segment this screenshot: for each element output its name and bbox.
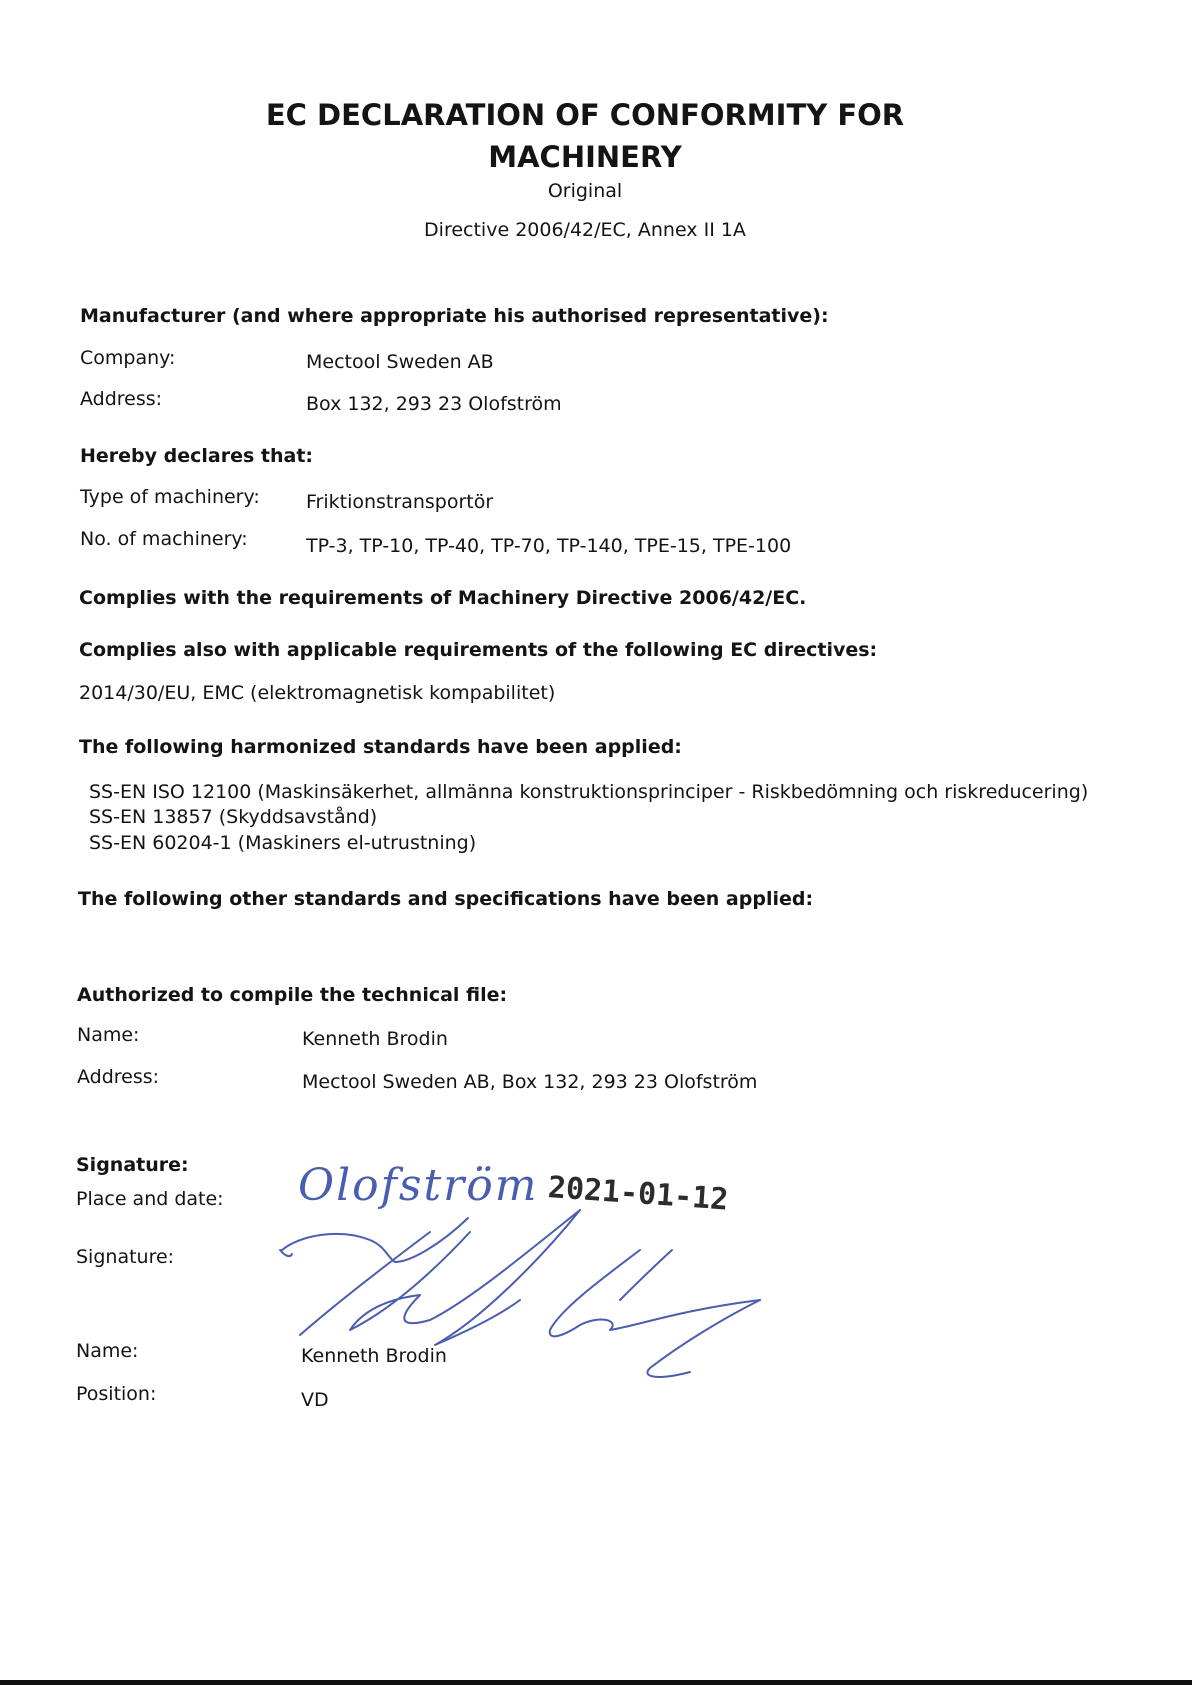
type-value: Friktionstransportör: [306, 491, 494, 513]
bottom-scan-edge: [0, 1680, 1192, 1685]
position-label: Position:: [76, 1383, 157, 1405]
date-stamp: 2021-01-12: [546, 1170, 730, 1218]
ec-directive-item: 2014/30/EU, EMC (elektromagnetisk kompabilitet): [79, 682, 556, 704]
sig-name-label: Name:: [76, 1340, 139, 1362]
position-value: VD: [301, 1389, 329, 1411]
tech-name-value: Kenneth Brodin: [302, 1028, 448, 1050]
tech-name-label: Name:: [77, 1024, 140, 1046]
no-value: TP-3, TP-10, TP-40, TP-70, TP-140, TPE-15, TPE-100: [306, 535, 792, 557]
complies-also-heading: Complies also with applicable requirements of the following EC directives:: [79, 639, 878, 661]
declares-heading: Hereby declares that:: [80, 445, 314, 467]
tech-address-value: Mectool Sweden AB, Box 132, 293 23 Olofström: [302, 1071, 758, 1093]
company-label: Company:: [80, 347, 176, 369]
address-value: Box 132, 293 23 Olofström: [306, 393, 562, 415]
original-label: Original: [547, 180, 623, 202]
other-standards-heading: The following other standards and specifications have been applied:: [78, 888, 814, 910]
title-line-1: EC DECLARATION OF CONFORMITY FOR: [265, 98, 905, 132]
technical-file-heading: Authorized to compile the technical file:: [77, 984, 508, 1006]
signature-heading: Signature:: [76, 1154, 189, 1176]
no-label: No. of machinery:: [80, 528, 248, 550]
complies-statement: Complies with the requirements of Machinery Directive 2006/42/EC.: [79, 587, 807, 609]
harmonized-item: SS-EN 13857 (Skyddsavstånd): [89, 806, 378, 828]
manufacturer-heading: Manufacturer (and where appropriate his authorised representative):: [80, 305, 829, 327]
signature-label: Signature:: [76, 1246, 175, 1268]
title-line-2: MACHINERY: [488, 140, 682, 174]
handwritten-place: Olofström: [298, 1160, 539, 1211]
tech-address-label: Address:: [77, 1066, 160, 1088]
sig-name-value: Kenneth Brodin: [301, 1345, 447, 1367]
place-date-label: Place and date:: [76, 1188, 224, 1210]
directive-label: Directive 2006/42/EC, Annex II 1A: [424, 219, 746, 241]
company-value: Mectool Sweden AB: [306, 351, 494, 373]
type-label: Type of machinery:: [80, 486, 260, 508]
harmonized-item: SS-EN 60204-1 (Maskiners el-utrustning): [89, 832, 477, 854]
address-label: Address:: [80, 388, 163, 410]
harmonized-heading: The following harmonized standards have been applied:: [79, 736, 682, 758]
harmonized-item: SS-EN ISO 12100 (Maskinsäkerhet, allmänna konstruktionsprinciper - Riskbedömning och riskreducering): [89, 781, 1089, 803]
